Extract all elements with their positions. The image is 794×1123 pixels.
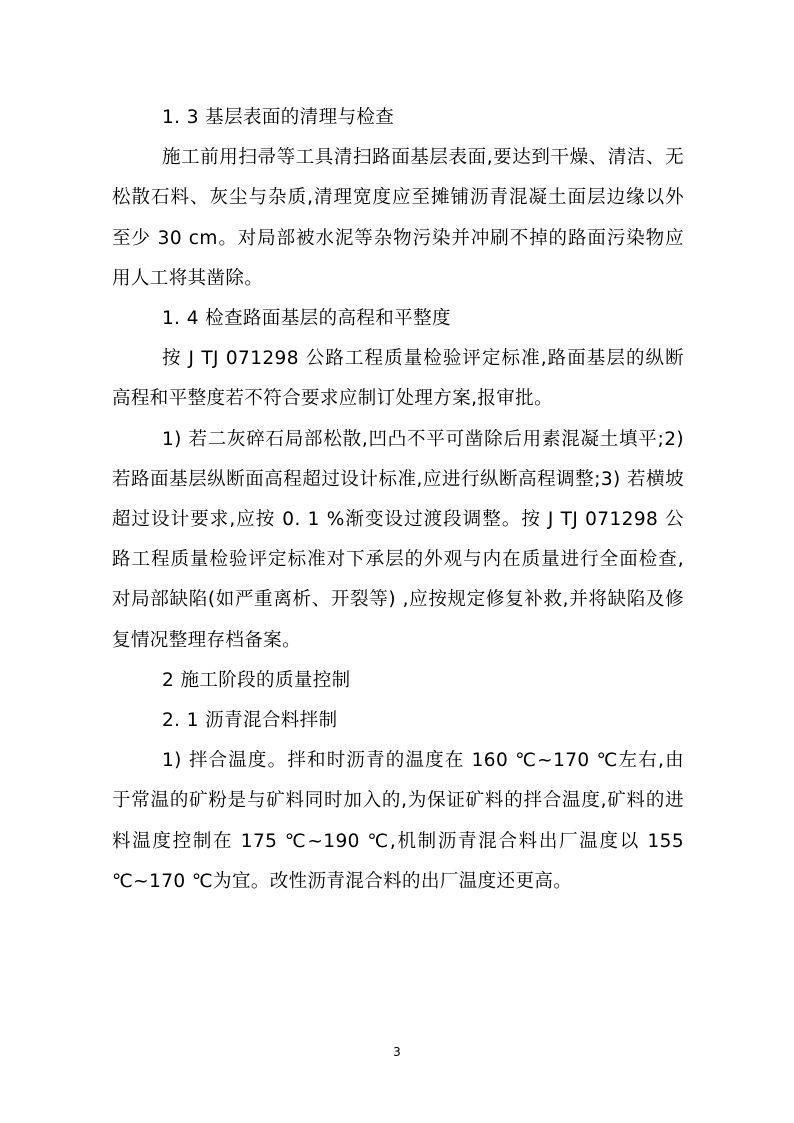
paragraph-1-4-body-2: 1) 若二灰碎石局部松散,凹凸不平可凿除后用素混凝土填平;2) 若路面基层纵断面高程超过设计标准,应进行纵断高程调整;3) 若横坡超过设计要求,应按 0. 1 %渐变设过渡段调整。按 J TJ 071298 公路工程质量检验评定标准对下承层的外观与内在质量进行全面检查,对局部缺陷(如严重离析、开裂等) ,应按规定修复补救,并将缺陷及修复情况整理存档备案。	[112, 428, 684, 651]
section-heading-2-1: 2. 1 沥青混合料拌制	[162, 710, 338, 732]
paragraph-1-4-body-1: 按 J TJ 071298 公路工程质量检验评定标准,路面基层的纵断高程和平整度若不符合要求应制订处理方案,报审批。	[112, 348, 684, 410]
document-body	[112, 98, 684, 902]
section-heading-1-4: 1. 4 检查路面基层的高程和平整度	[162, 308, 451, 330]
section-heading-1-3: 1. 3 基层表面的清理与检查	[162, 107, 395, 128]
page-number: 3	[393, 1045, 401, 1059]
paragraph-1-3-body: 施工前用扫帚等工具清扫路面基层表面,要达到干燥、清洁、无松散石料、灰尘与杂质,清理宽度应至摊铺沥青混凝土面层边缘以外至少 30 cm。对局部被水泥等杂物污染并冲刷不掉的路面污染物应用人工将其凿除。	[112, 147, 684, 289]
section-heading-2: 2 施工阶段的质量控制	[162, 669, 351, 691]
paragraph-2-1-body: 1) 拌合温度。拌和时沥青的温度在 160 ℃~170 ℃左右,由于常温的矿粉是与矿料同时加入的,为保证矿料的拌合温度,矿料的进料温度控制在 175 ℃~190 ℃,机制沥青混合料出厂温度以 155 ℃~170 ℃为宜。改性沥青混合料的出厂温度还更高。	[112, 750, 684, 892]
